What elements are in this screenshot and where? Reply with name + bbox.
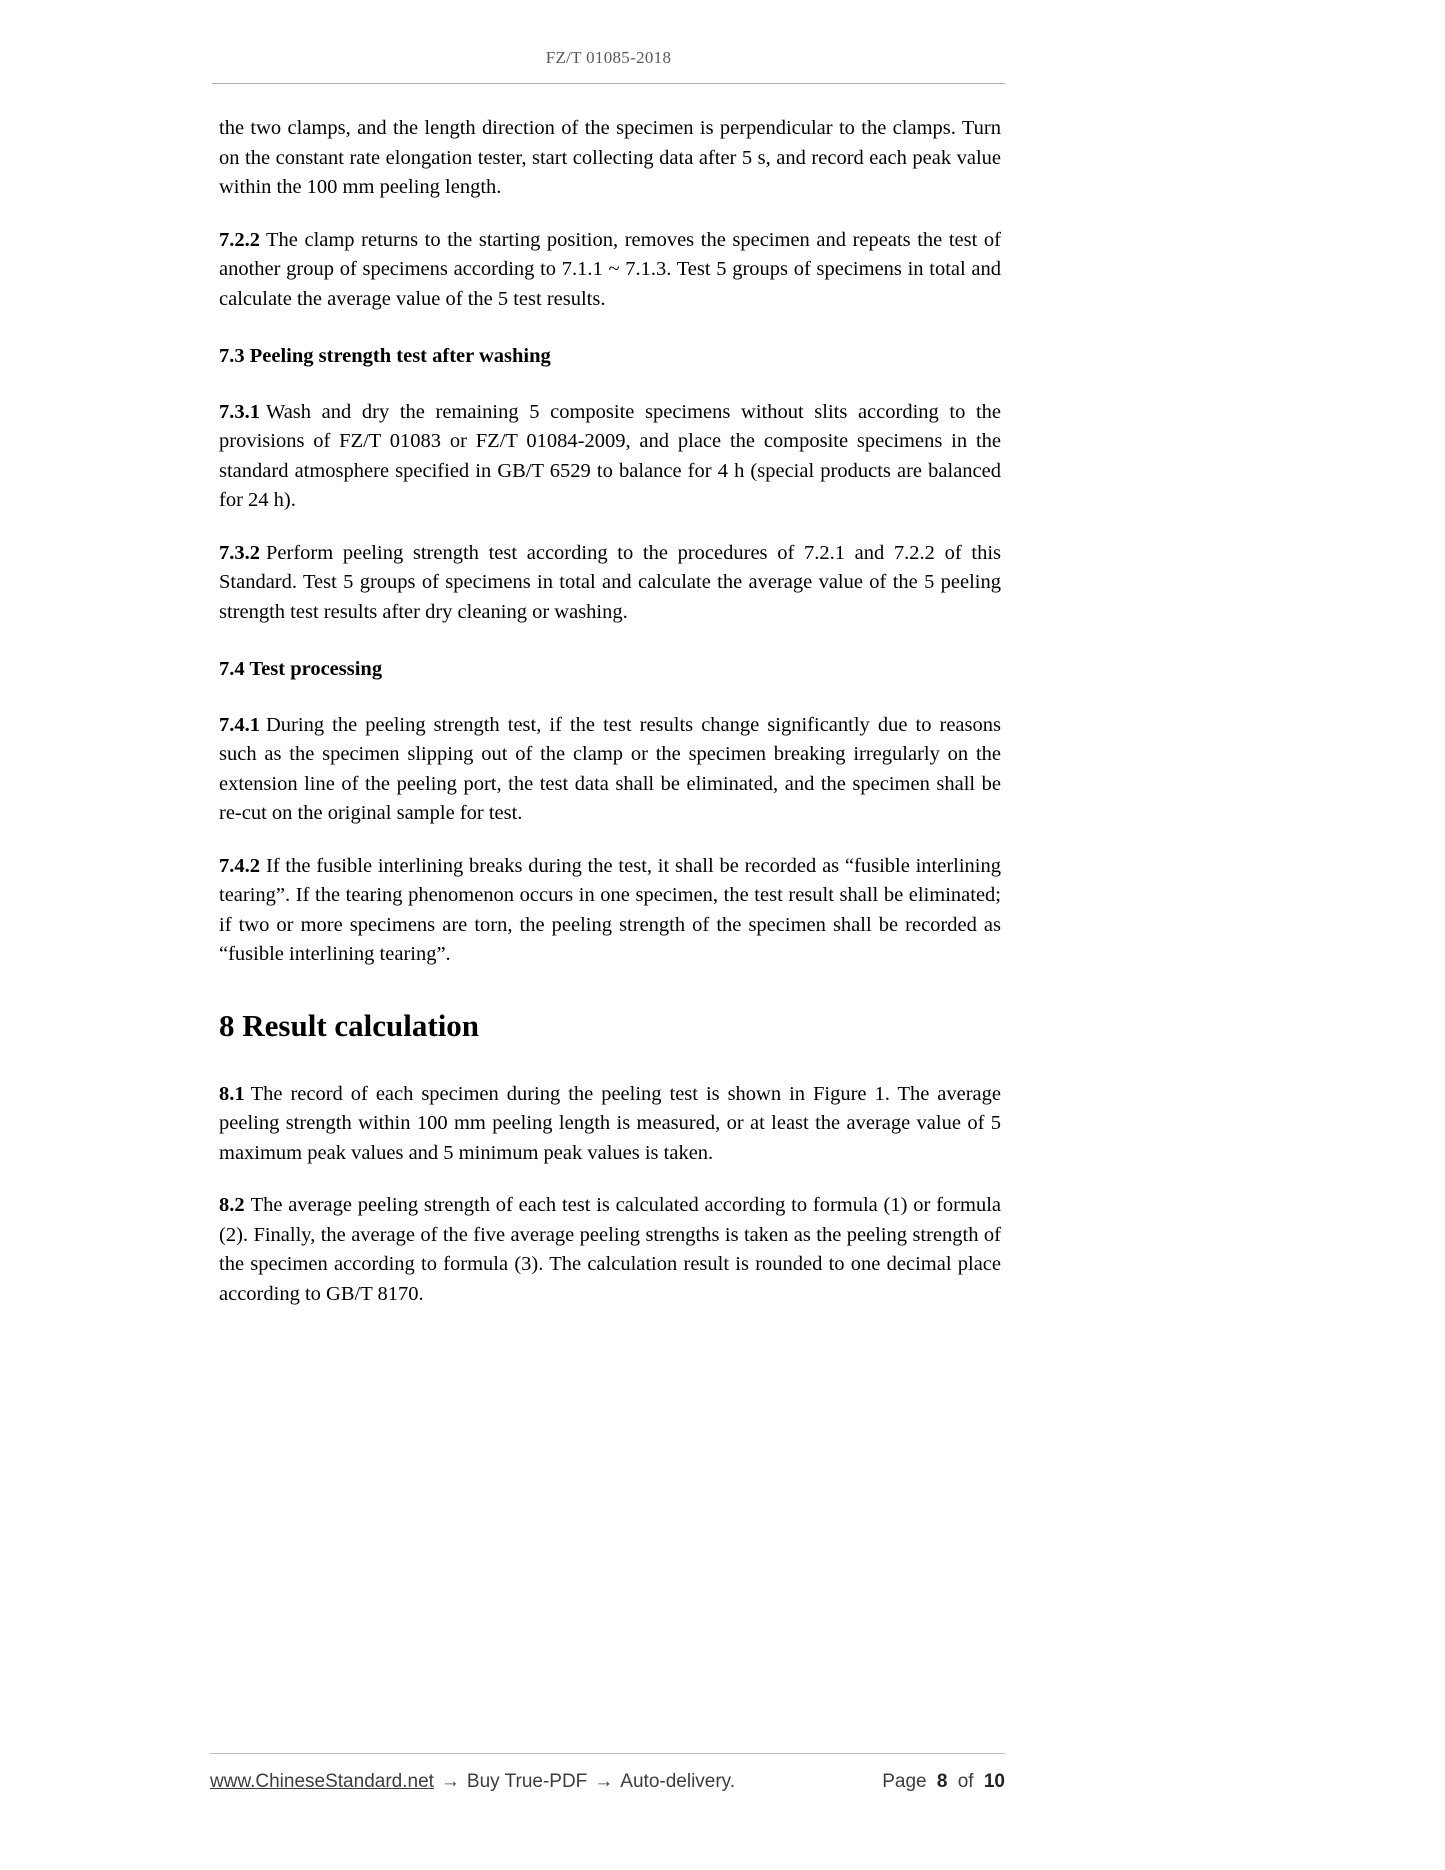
- clause-number: 7.3.1: [219, 400, 260, 423]
- paragraph-text: Perform peeling strength test according to the procedures of 7.2.1 and 7.2.2 of this Standard. Test 5 groups of specimens in total and calculate the average value of the 5 peeling strength test results after dry cleaning or washing.: [219, 541, 1001, 623]
- paragraph-7-4-2: [219, 852, 1001, 970]
- clause-number: 7.4.2: [219, 854, 260, 877]
- paragraph-text: The record of each specimen during the peeling test is shown in Figure 1. The average peeling strength within 100 mm peeling length is measured, or at least the average value of 5 maximum peak values and 5 minimum peak values is taken.: [219, 1082, 1001, 1164]
- paragraph-continuation: [219, 114, 1001, 203]
- footer-source-line: [210, 1771, 735, 1793]
- clause-number: 7.4.1: [219, 713, 260, 736]
- section-heading-8: 8 Result calculation: [219, 1007, 480, 1043]
- paragraph-7-2-2: [219, 226, 1001, 315]
- current-page-number: 8: [936, 1771, 948, 1792]
- of-label: of: [957, 1771, 974, 1792]
- paragraph-text: During the peeling strength test, if the test results change significantly due to reasons such as the specimen slipping out of the clamp or the specimen breaking irregularly on the extension line of the peeling port, the test data shall be eliminated, and the specimen shall be re-cut on the original sample for test.: [219, 713, 1001, 824]
- footer-buy-text: Buy True-PDF: [466, 1771, 588, 1792]
- paragraph-8-2: [219, 1191, 1001, 1309]
- page-header: [212, 48, 1005, 84]
- paragraph-7-4-1: [219, 711, 1001, 829]
- subsection-heading-7-3: 7.3 Peeling strength test after washing: [219, 345, 551, 367]
- arrow-icon: →: [440, 1771, 460, 1792]
- clause-number: 8.1: [219, 1082, 245, 1105]
- page-label: Page: [882, 1771, 927, 1792]
- page-number-indicator: [882, 1771, 1005, 1793]
- paragraph-text: Wash and dry the remaining 5 composite specimens without slits according to the provisions of FZ/T 01083 or FZ/T 01084-2009, and place the composite specimens in the standard atmosphere specified in GB/T 6529 to balance for 4 h (special products are balanced for 24 h).: [219, 400, 1001, 511]
- paragraph-8-1: [219, 1080, 1001, 1169]
- paragraph-text: The average peeling strength of each test is calculated according to formula (1) or formula (2). Finally, the average of the five average peeling strengths is taken as the peeling strength of the specimen according to formula (3). The calculation result is rounded to one decimal place according to GB/T 8170.: [219, 1194, 1001, 1305]
- paragraph-text: The clamp returns to the starting position, removes the specimen and repeats the test of another group of specimens according to 7.1.1 ~ 7.1.3. Test 5 groups of specimens in total and calculate the average value of the 5 test results.: [219, 228, 1001, 310]
- clause-number: 8.2: [219, 1194, 245, 1216]
- paragraph-text: the two clamps, and the length direction of the specimen is perpendicular to the clamps. Turn on the constant rate elongation tester, start collecting data after 5 s, and record each peak value within the 100 mm peeling length.: [219, 117, 1001, 198]
- footer-website-link[interactable]: www.ChineseStandard.net: [210, 1771, 434, 1792]
- paragraph-text: If the fusible interlining breaks during the test, it shall be recorded as “fusible interlining tearing”. If the tearing phenomenon occurs in one specimen, the test result shall be eliminated; if two or more specimens are torn, the peeling strength of the specimen shall be recorded as “fusible interlining tearing”.: [219, 854, 1001, 965]
- page-footer: [210, 1753, 1005, 1793]
- content-column: [212, 48, 1005, 1332]
- total-page-number: 10: [983, 1771, 1005, 1792]
- standard-number: FZ/T 01085-2018: [545, 48, 672, 67]
- paragraph-7-3-2: [219, 539, 1001, 628]
- footer-delivery-text: Auto-delivery.: [620, 1771, 736, 1792]
- subsection-heading-7-4: 7.4 Test processing: [219, 658, 383, 680]
- clause-number: 7.2.2: [219, 228, 260, 251]
- document-body: [212, 84, 1005, 1309]
- arrow-icon: →: [594, 1771, 614, 1792]
- clause-number: 7.3.2: [219, 541, 260, 564]
- paragraph-7-3-1: [219, 398, 1001, 516]
